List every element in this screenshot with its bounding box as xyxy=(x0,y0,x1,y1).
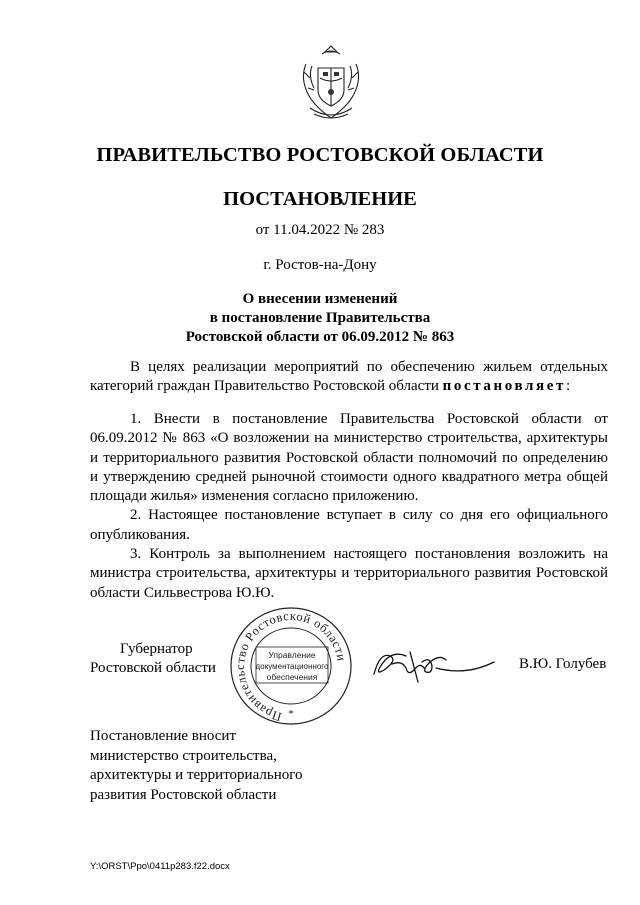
preamble-end: : xyxy=(565,378,571,395)
seal-ring-text: Правительство Ростовской области xyxy=(233,608,349,724)
preamble-paragraph xyxy=(90,358,608,397)
seal-inner-text: Управление xyxy=(268,650,316,660)
signer-name: В.Ю. Голубев xyxy=(519,656,607,672)
seal-inner-text: документационного xyxy=(255,662,329,671)
preamble xyxy=(90,358,608,397)
subject-line: в постановление Правительства xyxy=(209,310,431,326)
coat-of-arms-icon xyxy=(298,42,364,126)
document-subject xyxy=(0,290,640,347)
decree-word: постановляет xyxy=(442,378,566,395)
date-and-number: от 11.04.2022 № 283 xyxy=(255,222,385,238)
resolution-item: 1. Внести в постановление Правительства Ростовской области от 06.09.2012 № 863 «О возложении на министерство строительства, архитектуры и территориального развития Ростовской области полномочий по определению и утверждению средней рыночной стоимости одного квадратного метра общей площади жилья» изменения согласно приложению. xyxy=(90,411,608,505)
city: г. Ростов-на-Дону xyxy=(263,257,377,273)
official-seal-stamp xyxy=(228,605,354,727)
handwritten-signature xyxy=(366,644,498,684)
preamble-text: В целях реализации мероприятий по обеспечению жильем отдельных категорий граждан Правительство Ростовской области xyxy=(90,359,608,395)
position-line: Ростовской области xyxy=(90,660,216,676)
government-name: ПРАВИТЕЛЬСТВО РОСТОВСКОЙ ОБЛАСТИ xyxy=(96,144,544,166)
seal-star: * xyxy=(288,708,294,720)
position-line: Губернатор xyxy=(120,641,193,657)
resolution-item: 2. Настоящее постановление вступает в силу со дня его официального опубликования. xyxy=(90,507,608,543)
introduced-by-note xyxy=(90,727,350,805)
document-type: ПОСТАНОВЛЕНИЕ xyxy=(223,188,417,210)
subject-line: О внесении изменений xyxy=(242,291,398,307)
seal-inner-text: обеспечения xyxy=(266,672,318,682)
file-path: Y:\ORST\Ppo\0411p283.f22.docx xyxy=(90,861,230,872)
subject-line: Ростовской области от 06.09.2012 № 863 xyxy=(185,329,455,345)
resolution-item: 3. Контроль за выполнением настоящего постановления возложить на министра строительства, архитектуры и территориального развития Ростовской области Сильвестрова Ю.Ю. xyxy=(90,546,608,601)
introducer-line: развития Ростовской области xyxy=(90,786,277,803)
introducer-line: архитектуры и территориального xyxy=(90,767,303,783)
introducer-line: Постановление вносит xyxy=(90,728,237,744)
resolution-items xyxy=(90,410,608,603)
introducer-line: министерство строительства, xyxy=(90,747,277,764)
signatory-position xyxy=(90,640,240,678)
